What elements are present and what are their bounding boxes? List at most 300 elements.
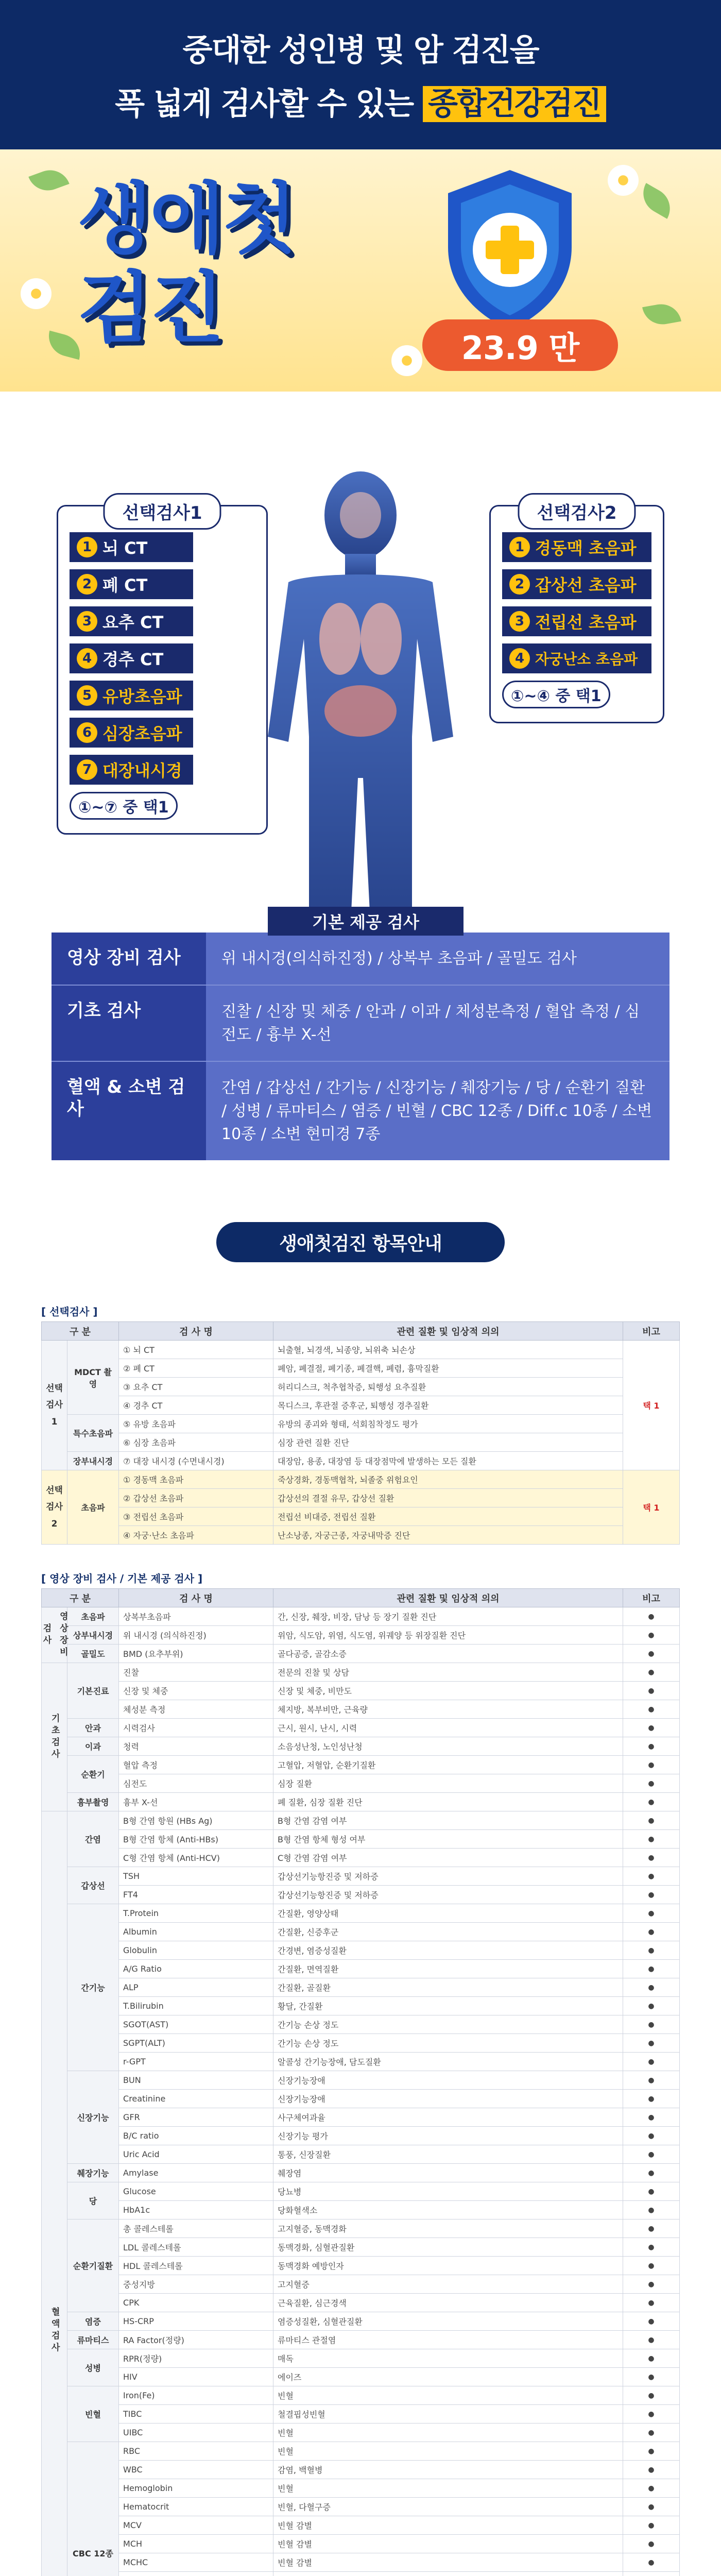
- table-row: [42, 1433, 680, 1452]
- subcategory-cell: 흉부촬영: [67, 1793, 119, 1811]
- included-mark-cell: ●: [623, 1886, 680, 1904]
- table-row: [42, 1452, 680, 1470]
- included-mark-cell: ●: [623, 2164, 680, 2182]
- exam-desc-cell: 뇌출혈, 뇌경색, 뇌종양, 뇌위축 뇌손상: [273, 1341, 623, 1359]
- exam-desc-cell: 췌장염: [273, 2164, 623, 2182]
- category-cell: 혈액검사: [42, 1811, 67, 2576]
- exam-desc-cell: 전문의 진찰 및 상담: [273, 1663, 623, 1682]
- leaf-decoration: [28, 164, 69, 196]
- exam-name-cell: 청력: [119, 1737, 273, 1756]
- exam-name-cell: 상복부초음파: [119, 1607, 273, 1626]
- hero-headline-2: [115, 79, 606, 124]
- select-exam-2-box: [489, 505, 664, 723]
- exam-name-cell: ALP: [119, 1978, 273, 1997]
- exam-desc-cell: 대장암, 용종, 대장염 등 대장점막에 발생하는 모든 질환: [273, 1452, 623, 1470]
- item-label: 갑상선 초음파: [535, 575, 637, 595]
- table-row: [42, 2090, 680, 2108]
- exam-desc-cell: 빈혈: [273, 2386, 623, 2405]
- exam-desc-cell: 동맥경화, 심혈관질환: [273, 2238, 623, 2257]
- included-mark-cell: ●: [623, 2275, 680, 2294]
- table-row: [42, 1997, 680, 2015]
- note-cell: 택 1: [623, 1470, 680, 1545]
- exam-name-cell: TIBC: [119, 2405, 273, 2424]
- subcategory-cell: 안과: [67, 1719, 119, 1737]
- subcategory-cell: 기본진료: [67, 1663, 119, 1719]
- item-number: 1: [77, 537, 97, 557]
- exam-desc-cell: 빈혈, 다혈구증: [273, 2498, 623, 2516]
- select-exam-1-item: [70, 532, 193, 562]
- basic-exam-heading: 영상 장비 검사: [52, 933, 206, 985]
- hero-header: [0, 0, 721, 149]
- table-row: [42, 2312, 680, 2331]
- basic-exam-heading: 기초 검사: [52, 986, 206, 1061]
- column-header: 검 사 명: [119, 1589, 273, 1607]
- exam-name-cell: RPR(정량): [119, 2349, 273, 2368]
- subcategory-cell: 초음파: [67, 1470, 119, 1545]
- exam-desc-cell: 철결핍성빈혈: [273, 2405, 623, 2424]
- category-cell: 선택검사2: [42, 1470, 67, 1545]
- exam-name-cell: LDL 콜레스테롤: [119, 2238, 273, 2257]
- table-row: [42, 1607, 680, 1626]
- exam-name-cell: Iron(Fe): [119, 2386, 273, 2405]
- exam-desc-cell: 신장기능장애: [273, 2071, 623, 2090]
- exam-name-cell: BMD (요추부위): [119, 1645, 273, 1663]
- subcategory-cell: 성병: [67, 2349, 119, 2386]
- included-mark-cell: ●: [623, 2294, 680, 2312]
- table-row: [42, 1886, 680, 1904]
- exam-desc-cell: 류마티스 관절염: [273, 2331, 623, 2349]
- flower-decoration: [391, 345, 422, 376]
- exam-desc-cell: 황달, 간질환: [273, 1997, 623, 2015]
- table-row: [42, 1341, 680, 1359]
- item-number: 2: [77, 574, 97, 595]
- exam-name-cell: WBC: [119, 2461, 273, 2479]
- exam-desc-cell: 신장기능 평가: [273, 2127, 623, 2145]
- hero-headline-highlight: 종합건강검진: [423, 86, 606, 122]
- included-mark-cell: ●: [623, 2516, 680, 2535]
- exam-desc-cell: 빈혈 감별: [273, 2535, 623, 2553]
- exam-desc-cell: B형 간염 항체 형성 여부: [273, 1830, 623, 1849]
- included-mark-cell: [623, 2572, 680, 2576]
- item-label: 전립선 초음파: [535, 613, 637, 632]
- table-row: [42, 1737, 680, 1756]
- exam-desc-cell: 목디스크, 후관절 증후군, 퇴행성 경추질환: [273, 1396, 623, 1415]
- exam-name-cell: Globulin: [119, 1941, 273, 1960]
- subcategory-cell: 당: [67, 2182, 119, 2219]
- table-caption: [ 선택검사 ]: [41, 1306, 98, 1318]
- basic-exam-items: 진찰 / 신장 및 체중 / 안과 / 이과 / 체성분측정 / 혈압 측정 / 심전도 / 흉부 X-선: [221, 1003, 640, 1044]
- table-row: [42, 2479, 680, 2498]
- exam-name-cell: r-GPT: [119, 2053, 273, 2071]
- table-row: [42, 2108, 680, 2127]
- exam-desc-cell: 갑상선의 결절 유무, 갑상선 질환: [273, 1489, 623, 1507]
- table-row: [42, 1507, 680, 1526]
- included-mark-cell: ●: [623, 2034, 680, 2053]
- item-number: 3: [509, 611, 530, 632]
- select-exam-1-box: [57, 505, 268, 835]
- basic-exam-items: 간염 / 갑상선 / 간기능 / 신장기능 / 췌장기능 / 당 / 순환기 질환 / 성병 / 류마티스 / 염증 / 빈혈 / CBC 12종 / Diff.c 10종 / 소변10종 / 소변 현미경 7종: [221, 1079, 652, 1143]
- exam-name-cell: HbA1c: [119, 2201, 273, 2219]
- table-row: [42, 2275, 680, 2294]
- shield-icon: [433, 165, 587, 335]
- select-rule-label: ①~⑦ 중 택1: [70, 792, 178, 820]
- exam-name-cell: Glucose: [119, 2182, 273, 2201]
- included-mark-cell: ●: [623, 1867, 680, 1886]
- included-mark-cell: ●: [623, 2145, 680, 2164]
- exam-desc-cell: 폐암, 폐결절, 폐기종, 폐결핵, 폐렴, 흉막질환: [273, 1359, 623, 1378]
- exam-desc-cell: 당화혈색소: [273, 2201, 623, 2219]
- select-exam-1-item: [70, 718, 193, 748]
- included-mark-cell: ●: [623, 1793, 680, 1811]
- table-row: [42, 1811, 680, 1830]
- exam-name-cell: RA Factor(정량): [119, 2331, 273, 2349]
- basic-exam-row: [52, 933, 670, 986]
- hero-banner: [0, 149, 721, 392]
- subcategory-cell: 특수초음파: [67, 1415, 119, 1452]
- subcategory-cell: 췌장기능: [67, 2164, 119, 2182]
- table-row: [42, 2219, 680, 2238]
- table-row: [42, 1756, 680, 1774]
- exam-name-cell: A/G Ratio: [119, 1960, 273, 1978]
- column-header: 관련 질환 및 임상적 의의: [273, 1322, 623, 1341]
- table-header-row: [42, 1589, 680, 1607]
- select-exam-2-item: [502, 643, 651, 673]
- exam-desc-cell: 동맥경화 예방인자: [273, 2257, 623, 2275]
- subcategory-cell: 간염: [67, 1811, 119, 1867]
- included-mark-cell: ●: [623, 2015, 680, 2034]
- exam-desc-cell: 빈혈 감별: [273, 2516, 623, 2535]
- exam-name-cell: Creatinine: [119, 2090, 273, 2108]
- table-row: [42, 2164, 680, 2182]
- exam-desc-cell: 사구체여과율: [273, 2108, 623, 2127]
- item-number: 1: [509, 537, 530, 557]
- table-row: [42, 1941, 680, 1960]
- exam-name-cell: 체성분 측정: [119, 1700, 273, 1719]
- exam-name-cell: Hematocrit: [119, 2498, 273, 2516]
- hero-title: [77, 175, 295, 353]
- exam-desc-cell: 알콜성 간기능장애, 담도질환: [273, 2053, 623, 2071]
- table-row: [42, 2127, 680, 2145]
- included-mark-cell: ●: [623, 1849, 680, 1867]
- exam-name-cell: Uric Acid: [119, 2145, 273, 2164]
- exam-name-cell: ⑥ 심장 초음파: [119, 1433, 273, 1452]
- exam-desc-cell: 간질환, 신증후군: [273, 1923, 623, 1941]
- table-row: [42, 2535, 680, 2553]
- exam-name-cell: 총 콜레스테롤: [119, 2219, 273, 2238]
- table-row: [42, 1489, 680, 1507]
- table-row: [42, 1359, 680, 1378]
- basic-exam-panel: [52, 933, 670, 1160]
- select-exam-1-item: [70, 643, 193, 673]
- included-mark-cell: ●: [623, 1700, 680, 1719]
- column-header: 검 사 명: [119, 1322, 273, 1341]
- exam-desc-cell: 근육질환, 심근경색: [273, 2294, 623, 2312]
- table-row: [42, 1663, 680, 1682]
- table-row: [42, 1378, 680, 1396]
- exam-desc-cell: 유방의 종괴와 형태, 석회침착정도 평가: [273, 1415, 623, 1433]
- category-cell: 선택검사1: [42, 1341, 67, 1470]
- exam-desc-cell: 감염, 백혈병: [273, 2461, 623, 2479]
- exam-name-cell: ② 갑상선 초음파: [119, 1489, 273, 1507]
- table-row: [42, 2553, 680, 2572]
- table-row: [42, 2386, 680, 2405]
- item-label: 경동맥 초음파: [535, 538, 637, 558]
- exam-desc-cell: 죽상경화, 경동맥협착, 뇌졸중 위험요인: [273, 1470, 623, 1489]
- price-badge: 23.9 만: [422, 319, 618, 371]
- included-mark-cell: ●: [623, 1719, 680, 1737]
- exam-desc-cell: 에이즈: [273, 2368, 623, 2386]
- exam-desc-cell: 갑상선기능항진증 및 저하증: [273, 1886, 623, 1904]
- table-header-row: [42, 1322, 680, 1341]
- included-mark-cell: ●: [623, 2553, 680, 2572]
- exam-name-cell: ④ 자궁·난소 초음파: [119, 1526, 273, 1545]
- hero-headline-2-prefix: 폭 넓게 검사할 수 있는: [115, 86, 423, 122]
- table-row: [42, 2349, 680, 2368]
- select-exam-1-title: 선택검사1: [103, 493, 221, 530]
- exam-name-cell: T.Bilirubin: [119, 1997, 273, 2015]
- table-row: [42, 1867, 680, 1886]
- table-row: [42, 2071, 680, 2090]
- select-rule-label: ①~④ 중 택1: [502, 681, 610, 708]
- table-row: [42, 2368, 680, 2386]
- select-exam-2-item: [502, 532, 651, 562]
- exam-name-cell: B/C ratio: [119, 2127, 273, 2145]
- table-row: [42, 1645, 680, 1663]
- included-mark-cell: ●: [623, 1960, 680, 1978]
- included-mark-cell: ●: [623, 1923, 680, 1941]
- item-label: 유방초음파: [102, 687, 182, 706]
- select-exam-1-item: [70, 755, 193, 785]
- table-row: [42, 1682, 680, 1700]
- column-header: 관련 질환 및 임상적 의의: [273, 1589, 623, 1607]
- item-number: 4: [77, 648, 97, 669]
- exam-name-cell: GFR: [119, 2108, 273, 2127]
- exam-desc-cell: 빈혈: [273, 2424, 623, 2442]
- item-label: 자궁난소 초음파: [535, 651, 638, 668]
- subcategory-cell: 순환기질환: [67, 2219, 119, 2312]
- exam-name-cell: 신장 및 체중: [119, 1682, 273, 1700]
- included-mark-cell: ●: [623, 2219, 680, 2238]
- basic-exam-items: 위 내시경(의식하진정) / 상복부 초음파 / 골밀도 검사: [221, 950, 577, 968]
- exam-name-cell: RBC: [119, 2442, 273, 2461]
- exam-name-cell: 중성지방: [119, 2275, 273, 2294]
- table-row: [42, 2257, 680, 2275]
- included-mark-cell: ●: [623, 1904, 680, 1923]
- basic-exam-table: [41, 1588, 680, 2576]
- included-mark-cell: ●: [623, 1737, 680, 1756]
- table-row: [42, 2182, 680, 2201]
- exam-desc-cell: 전립선 비대증, 전립선 질환: [273, 1507, 623, 1526]
- exam-desc-cell: 고지혈증, 동맥경화: [273, 2219, 623, 2238]
- table-row: [42, 2145, 680, 2164]
- included-mark-cell: ●: [623, 1997, 680, 2015]
- exam-desc-cell: 체지방, 복부비만, 근육량: [273, 1700, 623, 1719]
- table-row: [42, 2053, 680, 2071]
- subcategory-cell: CBC 12종: [67, 2442, 119, 2576]
- included-mark-cell: ●: [623, 2479, 680, 2498]
- subcategory-cell: 상부내시경: [67, 1626, 119, 1645]
- exam-name-cell: BUN: [119, 2071, 273, 2090]
- included-mark-cell: ●: [623, 2368, 680, 2386]
- exam-desc-cell: 간기능 손상 정도: [273, 2034, 623, 2053]
- exam-desc-cell: 매독: [273, 2349, 623, 2368]
- exam-name-cell: SGOT(AST): [119, 2015, 273, 2034]
- exam-desc-cell: 갑상선기능항진증 및 저하증: [273, 1867, 623, 1886]
- included-mark-cell: ●: [623, 2498, 680, 2516]
- included-mark-cell: ●: [623, 1626, 680, 1645]
- exam-name-cell: ③ 요추 CT: [119, 1378, 273, 1396]
- item-number: 6: [77, 722, 97, 743]
- exam-name-cell: HDL 콜레스테롤: [119, 2257, 273, 2275]
- basic-exam-row: [52, 986, 670, 1062]
- included-mark-cell: ●: [623, 2108, 680, 2127]
- exam-name-cell: C형 간염 항체 (Anti-HCV): [119, 1849, 273, 1867]
- included-mark-cell: ●: [623, 1811, 680, 1830]
- exam-desc-cell: 간기능 손상 정도: [273, 2015, 623, 2034]
- note-cell: 택 1: [623, 1341, 680, 1470]
- table-row: [42, 1978, 680, 1997]
- item-number: 2: [509, 574, 530, 595]
- basic-exam-heading: 혈액 & 소변 검사: [52, 1062, 206, 1160]
- table-row: [42, 2461, 680, 2479]
- leaf-decoration: [636, 183, 678, 219]
- subcategory-cell: 염증: [67, 2312, 119, 2331]
- exam-name-cell: FT4: [119, 1886, 273, 1904]
- subcategory-cell: 장부내시경: [67, 1452, 119, 1470]
- table-row: [42, 1774, 680, 1793]
- exam-name-cell: MCV: [119, 2516, 273, 2535]
- exam-desc-cell: 신장 및 체중, 비만도: [273, 1682, 623, 1700]
- exam-name-cell: 위 내시경 (의식하진정): [119, 1626, 273, 1645]
- exam-name-cell: B형 간염 항체 (Anti-HBs): [119, 1830, 273, 1849]
- exam-name-cell: Amylase: [119, 2164, 273, 2182]
- included-mark-cell: ●: [623, 2461, 680, 2479]
- exam-name-cell: 심전도: [119, 1774, 273, 1793]
- included-mark-cell: ●: [623, 1682, 680, 1700]
- table-row: [42, 2238, 680, 2257]
- exam-desc-cell: 당뇨병: [273, 2182, 623, 2201]
- exam-desc-cell: [273, 2572, 623, 2576]
- included-mark-cell: ●: [623, 2257, 680, 2275]
- basic-exam-row: [52, 1062, 670, 1160]
- guide-banner: 생애첫검진 항목안내: [216, 1222, 505, 1262]
- flower-decoration: [608, 165, 639, 196]
- select-exam-2-footer: [502, 681, 651, 708]
- subcategory-cell: 빈혈: [67, 2386, 119, 2442]
- exam-desc-cell: 허리디스크, 척추협착증, 퇴행성 요추질환: [273, 1378, 623, 1396]
- exam-desc-cell: C형 간염 감염 여부: [273, 1849, 623, 1867]
- exam-desc-cell: 난소낭종, 자궁근종, 자궁내막증 진단: [273, 1526, 623, 1545]
- exam-name-cell: HIV: [119, 2368, 273, 2386]
- select-exam-1-item: [70, 569, 193, 599]
- select-exam-2-title: 선택검사2: [518, 493, 636, 530]
- exam-name-cell: Albumin: [119, 1923, 273, 1941]
- exam-desc-cell: 소음성난청, 노인성난청: [273, 1737, 623, 1756]
- subcategory-cell: 간기능: [67, 1904, 119, 2071]
- exam-name-cell: 시력검사: [119, 1719, 273, 1737]
- exam-name-cell: UIBC: [119, 2424, 273, 2442]
- table-row: [42, 1904, 680, 1923]
- exam-desc-cell: 빈혈: [273, 2479, 623, 2498]
- included-mark-cell: ●: [623, 2238, 680, 2257]
- basic-exam-table-section: [41, 1570, 680, 2576]
- item-label: 대장내시경: [102, 761, 182, 781]
- table-row: [42, 1626, 680, 1645]
- exam-name-cell: 혈압 측정: [119, 1756, 273, 1774]
- table-row: [42, 1923, 680, 1941]
- exam-desc-cell: 폐 질환, 심장 질환 진단: [273, 1793, 623, 1811]
- exam-name-cell: TSH: [119, 1867, 273, 1886]
- subcategory-cell: 순환기: [67, 1756, 119, 1793]
- item-label: 폐 CT: [102, 575, 148, 595]
- included-mark-cell: ●: [623, 2053, 680, 2071]
- exam-desc-cell: 근시, 원시, 난시, 시력: [273, 1719, 623, 1737]
- exam-name-cell: 진찰: [119, 1663, 273, 1682]
- exam-name-cell: T.Protein: [119, 1904, 273, 1923]
- item-label: 심장초음파: [102, 724, 182, 743]
- table-row: [42, 1526, 680, 1545]
- exam-desc-cell: 빈혈 감별: [273, 2553, 623, 2572]
- exam-name-cell: B형 간염 항원 (HBs Ag): [119, 1811, 273, 1830]
- exam-name-cell: ② 폐 CT: [119, 1359, 273, 1378]
- select-exam-2-item: [502, 569, 651, 599]
- subcategory-cell: 골밀도: [67, 1645, 119, 1663]
- item-label: 요추 CT: [102, 613, 164, 632]
- table-row: [42, 2442, 680, 2461]
- subcategory-cell: 이과: [67, 1737, 119, 1756]
- select-exam-table-body: [42, 1341, 680, 1545]
- subcategory-cell: 신장기능: [67, 2071, 119, 2164]
- item-number: 4: [509, 648, 530, 669]
- included-mark-cell: ●: [623, 1607, 680, 1626]
- table-row: [42, 1960, 680, 1978]
- item-label: 뇌 CT: [102, 538, 148, 558]
- exam-desc-cell: 심장 질환: [273, 1774, 623, 1793]
- included-mark-cell: ●: [623, 1978, 680, 1997]
- exam-desc-cell: 간질환, 골질환: [273, 1978, 623, 1997]
- included-mark-cell: ●: [623, 2312, 680, 2331]
- exam-name-cell: CPK: [119, 2294, 273, 2312]
- table-row: [42, 2331, 680, 2349]
- included-mark-cell: ●: [623, 1774, 680, 1793]
- table-row: [42, 1830, 680, 1849]
- table-row: [42, 2034, 680, 2053]
- exam-name-cell: ① 뇌 CT: [119, 1341, 273, 1359]
- exam-desc-cell: 심장 관련 질환 진단: [273, 1433, 623, 1452]
- exam-desc-cell: 골다공증, 골감소증: [273, 1645, 623, 1663]
- table-row: [42, 1719, 680, 1737]
- table-row: [42, 2572, 680, 2576]
- table-row: [42, 2294, 680, 2312]
- basic-exam-table-body: [42, 1607, 680, 2576]
- included-mark-cell: ●: [623, 2201, 680, 2219]
- item-number: 3: [77, 611, 97, 632]
- exam-name-cell: ③ 전립선 초음파: [119, 1507, 273, 1526]
- item-number: 7: [77, 759, 97, 780]
- included-mark-cell: ●: [623, 2535, 680, 2553]
- exam-desc-cell: 고혈압, 저혈압, 순환기질환: [273, 1756, 623, 1774]
- exam-desc-cell: 위암, 식도암, 위염, 식도염, 위궤양 등 위장질환 진단: [273, 1626, 623, 1645]
- table-row: [42, 2498, 680, 2516]
- select-exam-table-section: [41, 1303, 680, 1545]
- exam-name-cell: HS-CRP: [119, 2312, 273, 2331]
- table-row: [42, 1849, 680, 1867]
- included-mark-cell: ●: [623, 2331, 680, 2349]
- hero-title-line-2: 검진: [77, 263, 222, 353]
- included-mark-cell: ●: [623, 2442, 680, 2461]
- included-mark-cell: ●: [623, 1645, 680, 1663]
- column-header: 구 분: [42, 1322, 119, 1341]
